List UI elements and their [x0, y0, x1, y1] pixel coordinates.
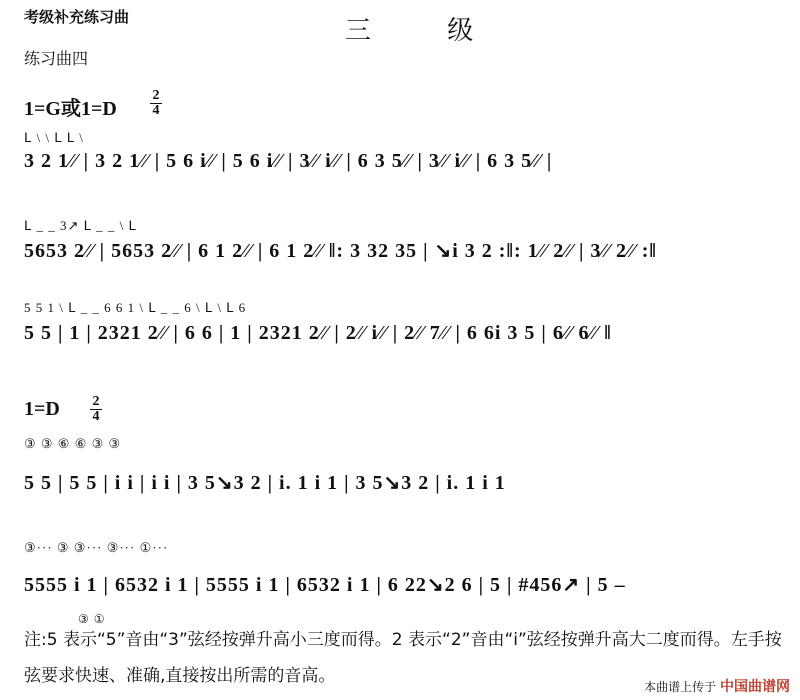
fingering-marks: ᒪ _ _ 3↗ ᒪ _ _ \ ᒪ [24, 218, 137, 233]
page-title: 三 级 [345, 16, 508, 46]
key-signature-2: 1=D [24, 398, 60, 420]
staff-row [24, 300, 780, 360]
footnote-marks: ③ ① [78, 612, 106, 626]
time-signature-bottom: 4 [152, 103, 160, 118]
staff-row [24, 436, 780, 496]
piece-subtitle: 练习曲四 [24, 49, 89, 68]
staff-row [24, 540, 780, 600]
key-signature-1: 1=G或1=D [24, 98, 117, 120]
staff-row [24, 130, 780, 180]
jianpu-notation: 5 5 | 5 5 | i i | i i | 3 5↘3 2 | i. 1 i 1 | 3 5↘3 2 | i. 1 i 1 [24, 472, 506, 494]
time-signature-1 [150, 90, 162, 117]
footnote-text: 注:5 表示“5”音由“3”弦经按弹升高小三度而得。2 表示“2”音由“i”弦经按弹升高大二度而得。左手按弦要求快速、准确,直接按出所需的音高。 [24, 630, 782, 686]
jianpu-notation: 5555 i 1 | 6532 i 1 | 5555 i 1 | 6532 i 1 | 6 22↘2 6 | 5 | #456↗ | 5 – [24, 574, 626, 596]
staff-row [24, 218, 780, 268]
fingering-marks: ᒪ \ \ ᒪ ᒪ \ [24, 130, 84, 145]
jianpu-notation: 5 5 | 1 | 2321 2⁄⁄ | 6 6 | 1 | 2321 2⁄⁄ | 2⁄⁄ i⁄⁄ | 2⁄⁄ 7⁄⁄ | 6 6i 3 5 | 6⁄⁄ 6⁄⁄ ‖ [24, 322, 612, 344]
string-marks: ③ ③ ⑥ ⑥ ③ ③ [24, 436, 122, 451]
jianpu-notation: 5653 2⁄⁄ | 5653 2⁄⁄ | 6 1 2⁄⁄ | 6 1 2⁄⁄ ‖: 3 32 35 | ↘i 3 2 :‖: 1⁄⁄ 2⁄⁄ | 3⁄⁄ 2⁄⁄ :‖ [24, 240, 657, 262]
collection-label: 考级补充练习曲 [24, 8, 130, 26]
time-signature-top: 2 [92, 394, 100, 409]
string-marks: ③··· ③ ③··· ③··· ①··· [24, 540, 169, 555]
upload-label: 本曲谱上传于 [644, 680, 717, 694]
time-signature-top: 2 [152, 88, 160, 103]
site-brand-link[interactable]: 中国曲谱网 [720, 679, 790, 695]
time-signature-2 [90, 396, 102, 423]
time-signature-bottom: 4 [92, 409, 100, 424]
site-footer [644, 676, 790, 696]
fingering-marks: 5 5 1 \ ᒪ _ _ 6 6 1 \ ᒪ _ _ 6 \ ᒪ \ ᒪ 6 [24, 300, 247, 315]
jianpu-notation: 3 2 1⁄⁄ | 3 2 1⁄⁄ | 5 6 i⁄⁄ | 5 6 i⁄⁄ | 3⁄⁄ i⁄⁄ | 6 3 5⁄⁄ | 3⁄⁄ i⁄⁄ | 6 3 5⁄⁄ | [24, 150, 553, 172]
